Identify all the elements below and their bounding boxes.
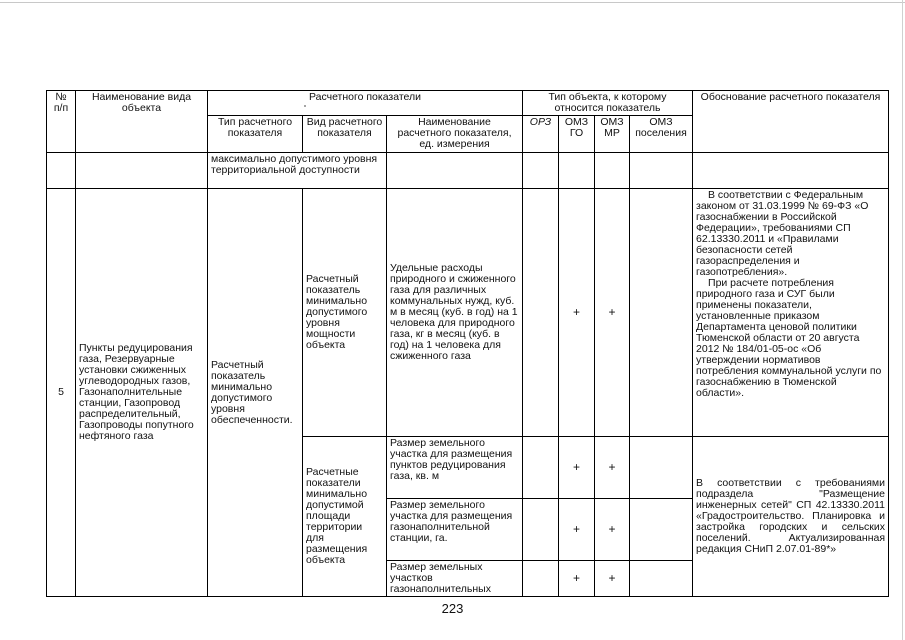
cont-pos (630, 153, 693, 189)
row5-name2c: Размер земельных участков газонаполнительных (387, 561, 523, 597)
continuation-row (47, 153, 889, 189)
cont-mr (595, 153, 630, 189)
cont-go (559, 153, 595, 189)
header-object-name: Наименование вида объекта (76, 91, 208, 153)
header-calc-name: Наименование расчетного показателя, ед. измерения (387, 116, 523, 153)
row5-name2a: Размер земельного участка для размещения пунктов редуцирования газа, кв. м (387, 437, 523, 499)
row5-pos-3 (630, 499, 693, 561)
row5-mr-3: + (595, 499, 630, 561)
row5-orz-4 (523, 561, 559, 597)
cont-text: максимально допустимого уровня территориальной доступности (208, 153, 387, 189)
header-num: № п/п (47, 91, 76, 153)
just1-paragraph-2: При расчете потребления природного газа и СУГ были применены показатели, установленные приказом Департамента ценовой политики Тюменской области от 20 августа 2012 № 184/01-05-ос «Об утверждении нормативов потребления коммунальной услуги по газоснабжению в Тюменской области». (696, 277, 882, 399)
header-omz-go: ОМЗ ГО (559, 116, 595, 153)
header-omz-pos: ОМЗ поселения (630, 116, 693, 153)
cont-num (47, 153, 76, 189)
header-calc-group: Расчетного показатели (208, 91, 523, 116)
row5-mr-1: + (595, 189, 630, 437)
cont-object (76, 153, 208, 189)
row5-orz-1 (523, 189, 559, 437)
row5-just1 (693, 189, 889, 437)
row5-pos-4 (630, 561, 693, 597)
row5-mr-4: + (595, 561, 630, 597)
row5-just2: В соответствии с требованиями подраздела "Размещение инженерных сетей" СП 42.13330.2011 «Градостроительство. Планировка и застройка городских и сельских поселений. Актуализированная редакция СНиП 2.07.01-89*» (693, 437, 889, 597)
row5-kind1: Расчетный показатель минимально допустимого уровня мощности объекта (303, 189, 387, 437)
header-calc-kind: Вид расчетного показателя (303, 116, 387, 153)
page-number: 223 (441, 601, 464, 616)
row5-go-3: + (559, 499, 595, 561)
row5-name2b: Размер земельного участка для размещения газонаполнительной станции, га. (387, 499, 523, 561)
row5-orz-2 (523, 437, 559, 499)
row5-go-2: + (559, 437, 595, 499)
header-orz: ОРЗ (523, 116, 559, 153)
cont-name (387, 153, 523, 189)
just1-paragraph-1: В соответствии с Федеральным законом от 31.03.1999 № 69-ФЗ «О газоснабжении в Российской Федерации», требованиями СП 62.13330.2011 и «Правилами безопасности сетей газораспределения и газопотребления». (696, 189, 869, 278)
scan-edge-top (0, 2, 905, 3)
header-type-group: Тип объекта, к которому относится показатель (523, 91, 693, 116)
row5-orz-3 (523, 499, 559, 561)
header-omz-mr: ОМЗ МР (595, 116, 630, 153)
header-justification: Обоснование расчетного показателя (693, 91, 889, 153)
cont-orz (523, 153, 559, 189)
table-row-5a (47, 189, 889, 437)
row5-kind2: Расчетные показатели минимально допустимой площади территории для размещения объекта (303, 437, 387, 597)
indicators-table (46, 90, 889, 597)
row5-pos-1 (630, 189, 693, 437)
row5-go-4: + (559, 561, 595, 597)
scan-edge-right (902, 0, 903, 640)
row5-go-1: + (559, 189, 595, 437)
row5-type: Расчетный показатель минимально допустимого уровня обеспеченности. (208, 189, 303, 597)
row5-pos-2 (630, 437, 693, 499)
row5-num: 5 (47, 189, 76, 597)
cont-just (693, 153, 889, 189)
header-row-1 (47, 91, 889, 116)
row5-object: Пункты редуцирования газа, Резервуарные установки сжиженных углеводородных газов, Газонаполнительные станции, Газопровод распределительный, Газопроводы попутного нефтяного газа (76, 189, 208, 597)
header-calc-type: Тип расчетного показателя (208, 116, 303, 153)
row5-name1: Удельные расходы природного и сжиженного газа для различных коммунальных нужд, куб. м в месяц (куб. в год) на 1 человека для природного газа, кг в месяц (куб. в год) на 1 человека для сжиженного газа (387, 189, 523, 437)
row5-mr-2: + (595, 437, 630, 499)
